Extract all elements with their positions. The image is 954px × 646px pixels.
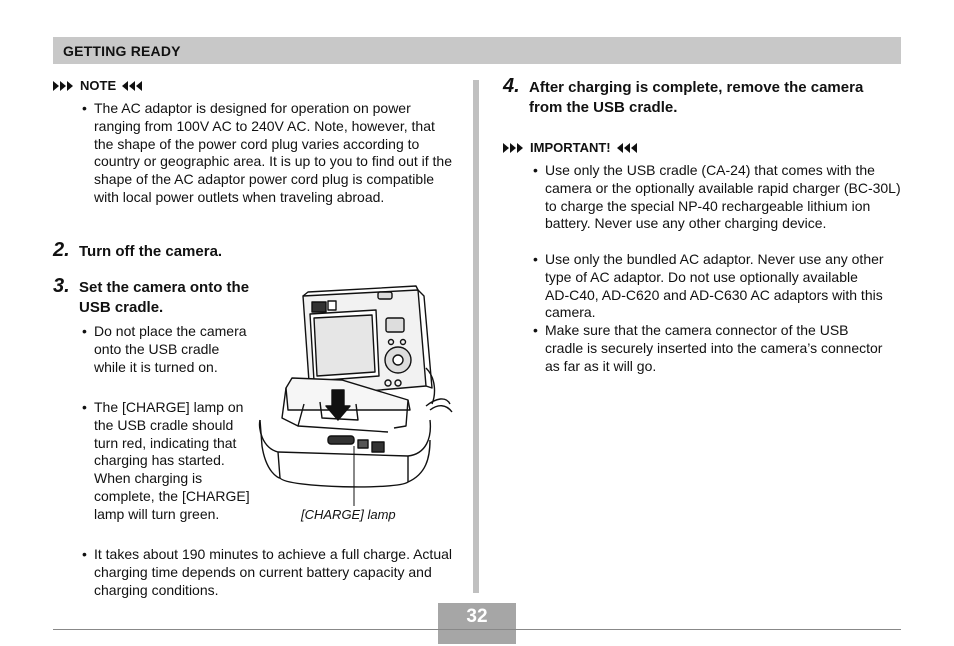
column-divider <box>473 80 479 593</box>
section-title: GETTING READY <box>63 43 181 59</box>
note-bullet: • The AC adaptor is designed for operation on power ranging from 100V AC to 240V AC. Note, however, that the shape of the power cord plug varies according to country or geographic area. It is up to you to find out if the shape of the AC adaptor power cord plug is compatible with local power outlets when traveling abroad. <box>82 100 452 205</box>
step-3-bullet-3: • It takes about 190 minutes to achieve a full charge. Actual charging time depends on current battery capacity and charging conditions. <box>82 546 452 598</box>
step-3-number: 3. <box>53 275 70 297</box>
triangle-left-icon <box>617 143 638 153</box>
triangle-right-icon <box>503 143 524 153</box>
step-4-number: 4. <box>503 75 520 97</box>
important-bullet-2: • Use only the bundled AC adaptor. Never use any other type of AC adaptor. Do not use optionally available AD-C40, AD-C620 and AD-C630 AC adaptors with this camera. <box>533 251 884 321</box>
step-2-number: 2. <box>53 239 70 261</box>
figure-caption: [CHARGE] lamp <box>301 507 396 522</box>
triangle-left-icon <box>122 81 143 91</box>
important-bullet-1: • Use only the USB cradle (CA-24) that comes with the camera or the optionally available rapid charger (BC-30L) to charge the special NP-40 rechargeable lithium ion battery. Never use any other charging device. <box>533 162 901 232</box>
important-heading <box>503 140 638 155</box>
triangle-right-icon <box>53 81 74 91</box>
note-label: NOTE <box>80 78 117 93</box>
important-label: IMPORTANT! <box>530 140 611 155</box>
section-header <box>53 37 901 64</box>
page-number: 32 <box>438 603 516 629</box>
important-bullet-3: • Make sure that the camera connector of the USB cradle is securely inserted into the camera’s connector as far as it will go. <box>533 322 883 374</box>
step-4-text: After charging is complete, remove the camera from the USB cradle. <box>529 79 864 116</box>
page-number-tab <box>438 630 516 644</box>
step-3-bullet-1: • Do not place the camera onto the USB cradle while it is turned on. <box>82 323 247 375</box>
step-2-text: Turn off the camera. <box>79 243 223 260</box>
step-3-text: Set the camera onto the USB cradle. <box>79 279 250 316</box>
note-heading <box>53 78 143 93</box>
step-3-bullet-2: • The [CHARGE] lamp on the USB cradle should turn red, indicating that charging has started. When charging is complete, the [CHARGE] lamp will turn green. <box>82 399 250 522</box>
camera-cradle-illustration <box>258 278 454 508</box>
